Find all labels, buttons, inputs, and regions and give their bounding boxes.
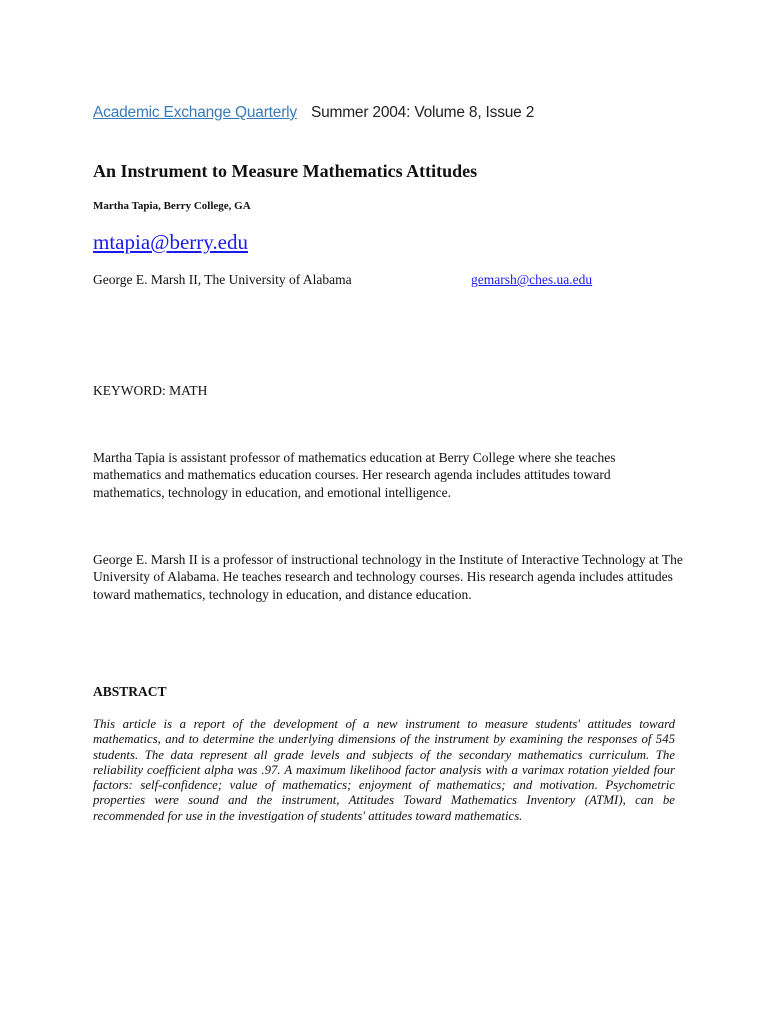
author2-bio: George E. Marsh II is a professor of instructional technology in the Institute of Interactive Technology at The University of Alabama. He teaches research and technology courses. His research agenda includes attitudes toward mathematics, technology in education, and distance education.: [93, 552, 683, 602]
author2-email-link[interactable]: gemarsh@ches.ua.edu: [471, 272, 593, 287]
abstract-heading: ABSTRACT: [93, 684, 167, 699]
author1-affiliation: Martha Tapia, Berry College, GA: [93, 200, 251, 212]
author2-affiliation: George E. Marsh II, The University of Alabama: [93, 272, 352, 287]
journal-header: [93, 104, 534, 122]
journal-name-link[interactable]: Academic Exchange Quarterly: [93, 104, 297, 121]
author1-bio: Martha Tapia is assistant professor of mathematics education at Berry College where she teaches mathematics and mathematics education courses. Her research agenda includes attitudes toward mathematics, technology in education, and emotional intelligence.: [93, 450, 616, 500]
keyword-line: KEYWORD: MATH: [93, 383, 208, 398]
abstract-body: This article is a report of the development of a new instrument to measure students' attitudes toward mathematics, and to determine the underlying dimensions of the instrument by examining the responses of 545 students. The data represent all grade levels and subjects of the secondary mathematics curriculum. The reliability coefficient alpha was .97. A maximum likelihood factor analysis with a varimax rotation yielded four factors: self-confidence; value of mathematics; enjoyment of mathematics; and motivation. Psychometric properties were sound and the instrument, Attitudes Toward Mathematics Inventory (ATMI), can be recommended for use in the investigation of students' attitudes toward mathematics.: [93, 717, 675, 823]
article-title: An Instrument to Measure Mathematics Attitudes: [93, 161, 478, 181]
issue-info: Summer 2004: Volume 8, Issue 2: [310, 104, 535, 121]
author1-email-link[interactable]: mtapia@berry.edu: [93, 230, 248, 254]
